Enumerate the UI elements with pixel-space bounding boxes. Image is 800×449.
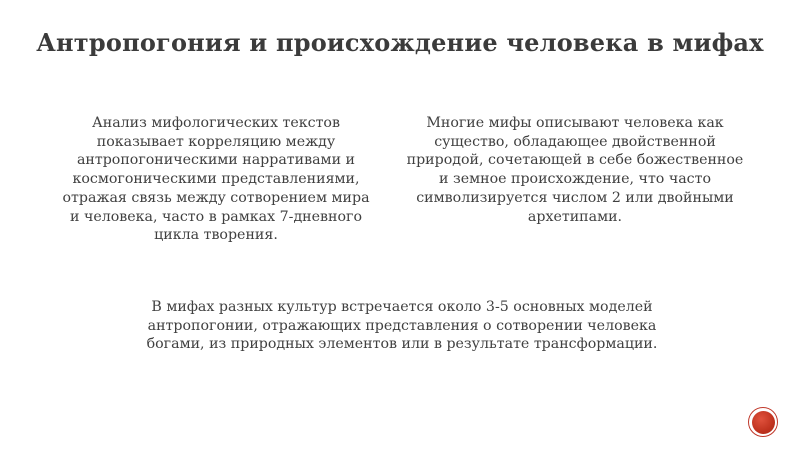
right-paragraph: Многие мифы описывают человека как существо, обладающее двойственной природой, сочетающей в себе божественное и земное происхождение, что часто символизируется числом 2 или двойными архетипами. <box>406 115 744 225</box>
bottom-paragraph: В мифах разных культур встречается около 3-5 основных моделей антропогонии, отражающих представления о сотворении человека богами, из природных элементов или в результате трансформации. <box>146 299 658 353</box>
next-slide-button[interactable] <box>748 407 778 437</box>
circle-nav-icon <box>752 411 775 434</box>
slide-title: Антропогония и происхождение человека в мифах <box>36 28 764 57</box>
left-paragraph: Анализ мифологических текстов показывает корреляцию между антропогоническими нарративами и космогоническими представлениями, отражая связь между сотворением мира и человека, часто в рамках 7-дневного цикла творения. <box>62 115 370 244</box>
